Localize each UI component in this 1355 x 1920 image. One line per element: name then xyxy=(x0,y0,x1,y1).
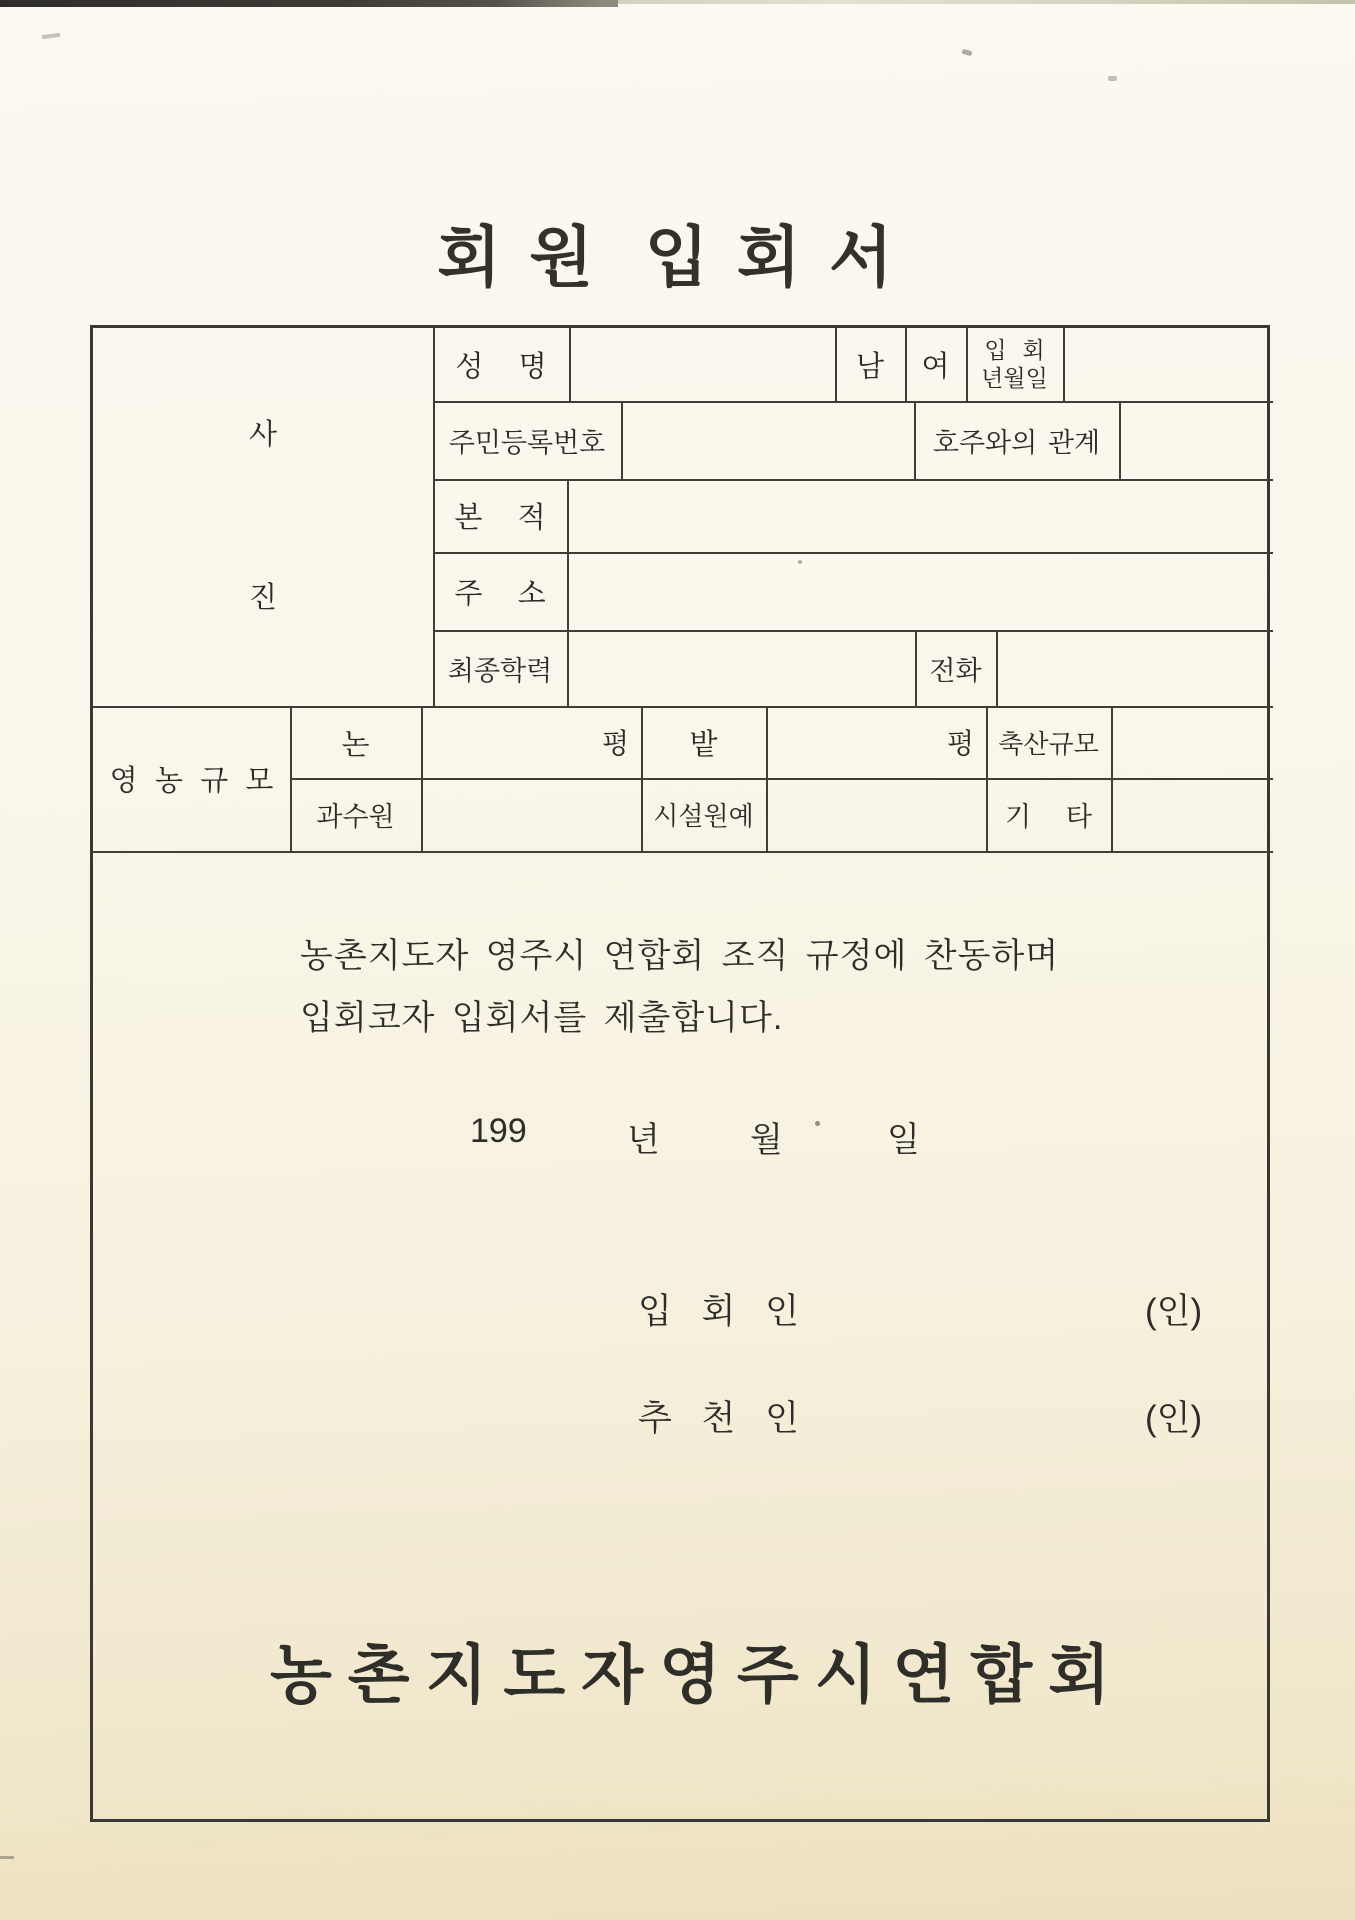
applicant-label: 입 회 인 xyxy=(638,1292,803,1331)
date-year-prefix: 199 xyxy=(470,1112,527,1150)
date-day-unit: 일 xyxy=(887,1121,920,1159)
horticulture-label: 시설원예 xyxy=(653,802,754,831)
join-date-label-line1: 입 회 xyxy=(984,337,1045,363)
name-value-cell xyxy=(569,328,835,401)
recommender-seal: (인) xyxy=(1145,1399,1203,1438)
organization-name: 농촌지도자영주시연합회 xyxy=(269,1639,1127,1711)
join-date-value-cell xyxy=(1063,328,1273,401)
grid-line xyxy=(93,851,1273,853)
recommender-label: 추 천 인 xyxy=(638,1399,803,1438)
livestock-value-cell xyxy=(1111,706,1273,778)
head-relation-label: 호주와의 관계 xyxy=(932,427,1101,458)
phone-value-cell xyxy=(996,630,1273,706)
address-value-cell xyxy=(567,552,1273,630)
statement-line-1: 농촌지도자 영주시 연합회 조직 규정에 찬동하며 xyxy=(300,937,1060,975)
photo-label-sa: 사 xyxy=(248,418,277,451)
paddy-label: 논 xyxy=(341,728,370,761)
scan-speck xyxy=(0,1856,14,1859)
scan-speck xyxy=(1108,76,1117,81)
resident-id-value-cell xyxy=(621,401,914,479)
form-title: 회 원 입 회 서 xyxy=(437,220,898,294)
scan-edge-artifact-light xyxy=(618,0,1355,4)
farming-scale-header: 영 농 규 모 xyxy=(109,765,274,797)
resident-id-label: 주민등록번호 xyxy=(448,427,606,458)
scan-speck xyxy=(962,49,973,56)
date-year-unit: 년 xyxy=(627,1121,660,1159)
applicant-seal: (인) xyxy=(1145,1292,1203,1331)
photo-label-jin: 진 xyxy=(248,581,277,614)
orchard-label: 과수원 xyxy=(316,802,395,832)
livestock-label: 축산규모 xyxy=(998,729,1099,759)
male-label: 남 xyxy=(855,351,884,383)
scan-speck xyxy=(815,1121,820,1126)
join-date-label xyxy=(966,328,1063,401)
date-month-unit: 월 xyxy=(750,1121,783,1159)
horticulture-value-cell xyxy=(766,778,986,851)
scan-edge-artifact xyxy=(0,0,618,7)
scan-speck xyxy=(42,33,60,39)
head-relation-value-cell xyxy=(1119,401,1273,479)
statement-line-2: 입회코자 입회서를 제출합니다. xyxy=(300,999,784,1037)
etc-value-cell xyxy=(1111,778,1273,851)
scan-speck xyxy=(798,560,802,564)
photo-cell xyxy=(93,328,433,706)
dry-field-unit-label: 평 xyxy=(946,729,974,760)
education-value-cell xyxy=(567,630,915,706)
dry-field-area-cell xyxy=(766,706,986,778)
domicile-label: 본 적 xyxy=(454,502,546,534)
address-label: 주 소 xyxy=(454,577,546,610)
paddy-area-cell xyxy=(421,706,641,778)
paddy-unit-label: 평 xyxy=(601,729,629,760)
orchard-value-cell xyxy=(421,778,641,851)
phone-label: 전화 xyxy=(929,655,982,686)
education-label: 최종학력 xyxy=(447,655,553,686)
dry-field-label: 밭 xyxy=(689,728,718,761)
join-date-label-line2: 년월일 xyxy=(981,365,1048,391)
female-label: 여 xyxy=(921,351,950,383)
domicile-value-cell xyxy=(567,479,1273,552)
etc-label: 기 타 xyxy=(1005,802,1092,832)
membership-form-table xyxy=(90,325,1270,1822)
name-label: 성 명 xyxy=(455,351,547,383)
